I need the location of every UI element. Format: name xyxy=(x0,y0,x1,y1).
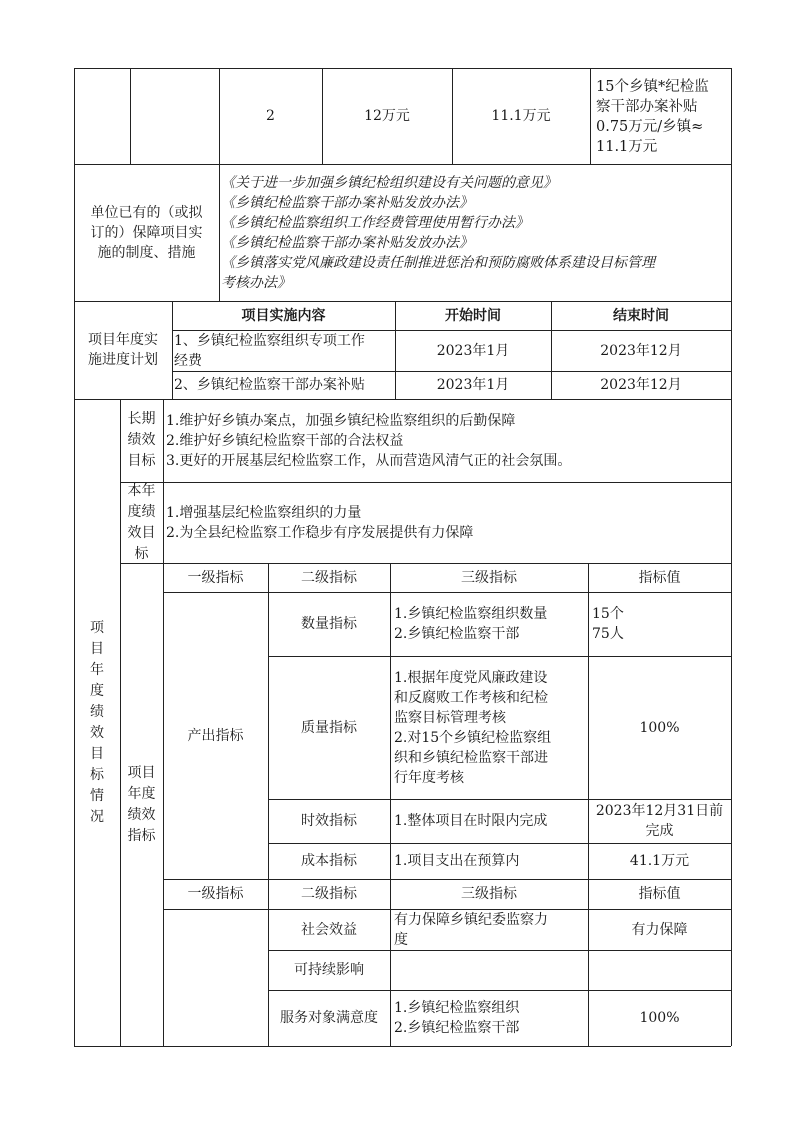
value-cost: 41.1万元 xyxy=(629,853,690,869)
schedule-row-content: 1、乡镇纪检监察组织专项工作 经费 xyxy=(174,332,365,369)
schedule-row-start: 2023年1月 xyxy=(436,377,510,393)
systems-item: 《乡镇纪检监察组织工作经费管理使用暂行办法》 xyxy=(221,215,529,231)
goals-section-label xyxy=(74,399,120,1046)
level2-satisfaction: 服务对象满意度 xyxy=(280,1010,378,1026)
level2-cost: 成本指标 xyxy=(301,853,357,869)
indicator-header-level2: 二级指标 xyxy=(301,886,357,902)
systems-item: 考核办法》 xyxy=(221,275,291,291)
section-label-char: 标 xyxy=(90,766,104,783)
systems-label: 单位已有的（或拟 订的）保障项目实 施的制度、措施 xyxy=(90,204,203,261)
top-row-count: 2 xyxy=(266,108,275,124)
top-row-note: 15个乡镇*纪检监 察干部办案补贴 0.75万元/乡镇≈ 11.1万元 xyxy=(596,79,709,155)
section-label-char: 绩 xyxy=(90,703,104,720)
level2-social-benefit: 社会效益 xyxy=(301,921,357,938)
rule xyxy=(74,399,731,400)
level3-satisfaction: 1.乡镇纪检监察组织 2.乡镇纪检监察干部 xyxy=(394,1000,520,1036)
schedule-header-end: 结束时间 xyxy=(613,307,669,324)
schedule-row-end: 2023年12月 xyxy=(600,342,682,359)
value-quantity: 15个 75人 xyxy=(592,606,624,642)
value-quality: 100% xyxy=(639,719,680,736)
section-label-char: 况 xyxy=(90,808,104,825)
section-label-char: 度 xyxy=(90,682,104,699)
systems-item: 《乡镇纪检监察干部办案补贴发放办法》 xyxy=(221,235,473,251)
level3-cost: 1.项目支出在预算内 xyxy=(394,853,520,869)
rule xyxy=(130,68,131,164)
section-label-char: 目 xyxy=(90,745,104,762)
schedule-label: 项目年度实 施进度计划 xyxy=(88,332,158,368)
long-term-label: 长期 绩效 目标 xyxy=(127,411,156,469)
indicator-header-level1: 一级指标 xyxy=(187,886,244,902)
section-label-char: 情 xyxy=(90,787,104,804)
indicators-label: 项目 年度 绩效 指标 xyxy=(127,764,156,844)
rule xyxy=(590,68,591,164)
rule xyxy=(120,482,731,483)
value-satisfaction: 100% xyxy=(639,1010,680,1026)
schedule-header-start: 开始时间 xyxy=(445,307,501,324)
indicator-header-value: 指标值 xyxy=(638,886,681,902)
top-row-budget: 12万元 xyxy=(364,108,410,124)
schedule-row-content: 2、乡镇纪检监察干部办案补贴 xyxy=(174,377,365,393)
rule xyxy=(74,1046,731,1047)
schedule-row-start: 2023年1月 xyxy=(436,342,510,359)
long-term-goals: 1.维护好乡镇办案点，加强乡镇纪检监察组织的后勤保障 2.维护好乡镇纪检监察干部的合法权益 3.更好的开展基层纪检监察工作，从而营造风清气正的社会氛围。 xyxy=(166,413,572,469)
level2-sustainability: 可持续影响 xyxy=(294,962,364,978)
indicator-header-level3: 三级指标 xyxy=(461,569,517,586)
rule xyxy=(390,563,391,1046)
level2-quantity: 数量指标 xyxy=(301,616,357,632)
level3-quantity: 1.乡镇纪检监察组织数量 2.乡镇纪检监察干部 xyxy=(394,606,548,642)
systems-list xyxy=(221,168,729,298)
top-row-actual: 11.1万元 xyxy=(491,108,551,124)
section-label-char: 项 xyxy=(90,619,104,636)
level2-timeliness: 时效指标 xyxy=(301,813,357,829)
section-label-char: 目 xyxy=(90,640,104,657)
value-social-benefit: 有力保障 xyxy=(631,921,688,938)
indicator-header-level1: 一级指标 xyxy=(187,569,244,586)
level2-quality: 质量指标 xyxy=(301,719,357,736)
value-timeliness: 2023年12月31日前 完成 xyxy=(595,803,724,839)
indicator-header-level2: 二级指标 xyxy=(301,569,357,586)
level3-quality: 1.根据年度党风廉政建设 和反腐败工作考核和纪检 监察目标管理考核 2.对15个乡镇纪检监察组 织和乡镇纪检监察干部进 行年度考核 xyxy=(394,669,552,786)
rule xyxy=(731,68,732,1046)
schedule-header-content: 项目实施内容 xyxy=(241,307,326,324)
annual-goals: 1.增强基层纪检监察组织的力量 2.为全县纪检监察工作稳步有序发展提供有力保障 xyxy=(166,504,474,541)
section-label-char: 年 xyxy=(90,661,104,678)
schedule-row-end: 2023年12月 xyxy=(600,377,682,393)
output-indicators-label: 产出指标 xyxy=(187,727,244,744)
indicator-header-value: 指标值 xyxy=(638,569,681,586)
level3-social-benefit: 有力保障乡镇纪委监察力 度 xyxy=(394,911,548,948)
systems-item: 《关于进一步加强乡镇纪检组织建设有关问题的意见》 xyxy=(221,175,557,191)
section-label-char: 效 xyxy=(90,724,104,741)
indicator-header-level3: 三级指标 xyxy=(461,886,517,902)
systems-item: 《乡镇落实党风廉政建设责任制推进惩治和预防腐败体系建设目标管理 xyxy=(221,255,655,271)
systems-item: 《乡镇纪检监察干部办案补贴发放办法》 xyxy=(221,195,473,211)
level3-timeliness: 1.整体项目在时限内完成 xyxy=(394,813,548,829)
annual-label: 本年 度绩 效目 标 xyxy=(127,482,156,562)
